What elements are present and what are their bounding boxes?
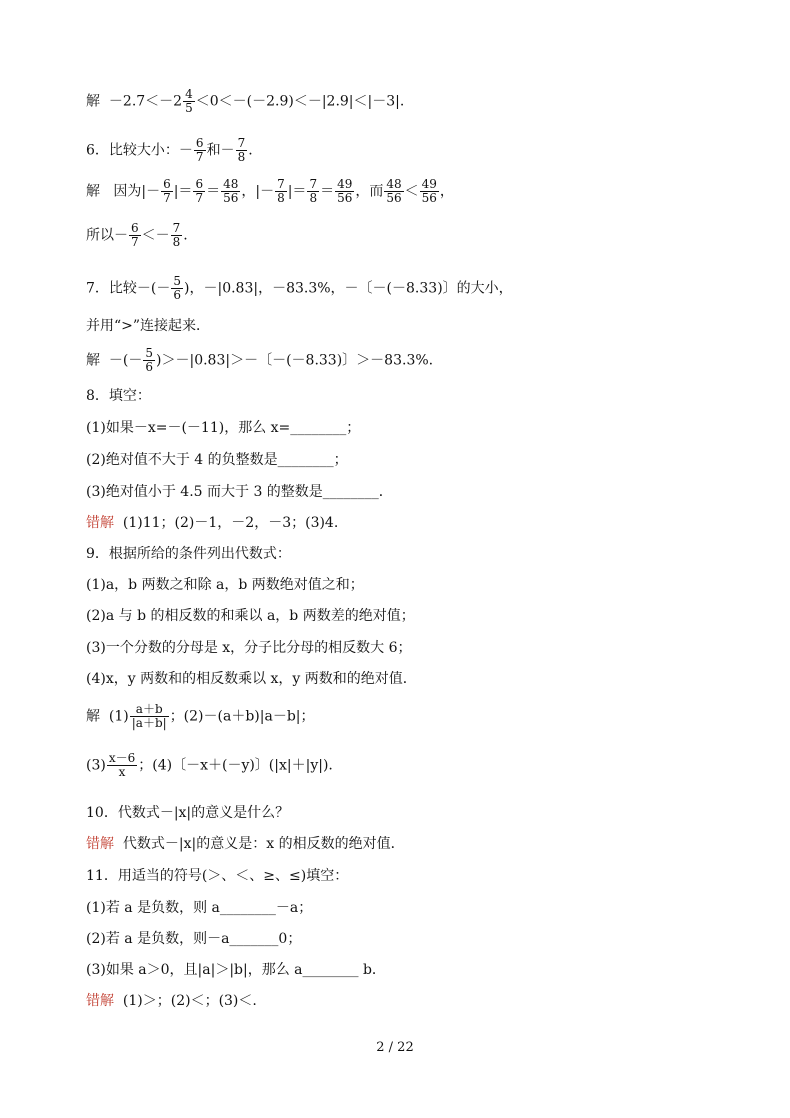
fraction: $\frac{7}{8}$ xyxy=(237,136,246,164)
answer-label: 解 xyxy=(86,93,100,110)
wrong-answer-label: 错解 xyxy=(86,515,114,531)
q9-answer-line2: (3) $\frac{x-6}{x}$ ；(4)〔－x＋(－y)〕(|x|＋|y|). xyxy=(86,751,333,779)
answer-label: 解 xyxy=(86,352,100,369)
q7-question-line2: 并用“>”连接起来． xyxy=(86,318,211,334)
q11-answer: 错解 (1)＞；(2)＜；(3)＜. xyxy=(86,993,257,1009)
q7-answer: 解 －(－ $\frac{5}{6}$ )＞－|0.83|＞－〔－(－8.33)〕＞－83.3%. xyxy=(86,346,434,374)
fraction: $\frac{48}{56}$ xyxy=(386,177,402,205)
fraction: $\frac{49}{56}$ xyxy=(337,177,353,205)
q11-part3: (3)如果 a＞0，且|a|＞|b|，那么 a________ b． xyxy=(86,962,386,978)
fraction: $\frac{x-6}{x}$ xyxy=(108,751,136,779)
q5-answer-prefix: －2.7＜－2 xyxy=(108,93,183,110)
q8-part1: (1)如果－x=－(－11)，那么 x=________； xyxy=(86,420,361,436)
fraction: $\frac{5}{6}$ xyxy=(145,346,154,374)
q6-answer-line1: 解 因为|－ $\frac{6}{7}$ |＝ $\frac{6}{7}$ ＝ $\frac{48}{56}$ ，|－ $\frac{7}{8}$ |＝ $\frac{7}{8}$ ＝ $\frac{49}{56}$ ，而 $\frac{48}{56}$ ＜ $\frac{49}{56}$ ， xyxy=(86,177,454,205)
q9-title: 9．根据所给的条件列出代数式： xyxy=(86,546,291,562)
q11-part1: (1)若 a 是负数，则 a________－a； xyxy=(86,900,313,916)
q8-title: 8．填空： xyxy=(86,388,151,404)
fraction: $\frac{49}{56}$ xyxy=(421,177,437,205)
fraction: $\frac{5}{6}$ xyxy=(173,274,182,302)
fraction: $\frac{7}{8}$ xyxy=(277,177,285,205)
q11-title: 11．用适当的符号(＞、＜、≥、≤)填空： xyxy=(86,868,349,884)
fraction: $\frac{6}{7}$ xyxy=(163,177,171,205)
mixed-fraction: $\frac{4}{5}$ xyxy=(185,87,193,115)
page-number: 2 / 22 xyxy=(376,1040,414,1055)
answer-label: 解 xyxy=(86,708,100,725)
q9-part4: (4)x，y 两数和的相反数乘以 x，y 两数和的绝对值． xyxy=(86,671,417,687)
wrong-answer-label: 错解 xyxy=(86,993,114,1009)
q8-part2: (2)绝对值不大于 4 的负整数是________； xyxy=(86,452,348,468)
q10-title: 10．代数式－|x|的意义是什么？ xyxy=(86,805,290,821)
q8-answer: 错解 (1)11；(2)－1，－2，－3；(3)4. xyxy=(86,515,339,531)
q9-part1: (1)a，b 两数之和除 a，b 两数绝对值之和； xyxy=(86,577,364,593)
q5-answer-suffix: ＜0＜－(－2.9)＜－|2.9|＜|－3|. xyxy=(195,93,405,110)
q9-answer-line1: 解 (1) $\frac{a+b}{|a+b|}$ ；(2)－(a＋b)|a－b|； xyxy=(86,702,315,730)
q9-part2: (2)a 与 b 的相反数的和乘以 a，b 两数差的绝对值； xyxy=(86,608,415,624)
q6-question: 6．比较大小：－ $\frac{6}{7}$ 和－ $\frac{7}{8}$ . xyxy=(86,136,253,164)
wrong-answer-label: 错解 xyxy=(86,836,114,852)
fraction: $\frac{6}{7}$ xyxy=(131,221,139,249)
answer-label: 解 xyxy=(86,183,100,200)
fraction: $\frac{a+b}{|a+b|}$ xyxy=(131,702,167,730)
fraction: $\frac{6}{7}$ xyxy=(195,177,204,205)
q10-answer: 错解 代数式－|x|的意义是：x 的相反数的绝对值． xyxy=(86,836,405,852)
q11-part2: (2)若 a 是负数，则－a_______0； xyxy=(86,931,302,947)
q5-answer-line xyxy=(86,88,404,115)
q8-part3: (3)绝对值小于 4.5 而大于 3 的整数是________． xyxy=(86,484,393,500)
fraction: $\frac{48}{56}$ xyxy=(223,177,239,205)
fraction: $\frac{7}{8}$ xyxy=(172,221,181,249)
q6-answer-line2: 所以－ $\frac{6}{7}$ ＜－ $\frac{7}{8}$ . xyxy=(86,221,188,249)
fraction: $\frac{6}{7}$ xyxy=(195,136,204,164)
q9-part3: (3)一个分数的分母是 x，分子比分母的相反数大 6； xyxy=(86,640,412,656)
fraction: $\frac{7}{8}$ xyxy=(309,177,318,205)
q7-question: 7．比较－(－ $\frac{5}{6}$ )，－|0.83|，－83.3%，－〔－(－8.33)〕的大小， xyxy=(86,274,513,302)
